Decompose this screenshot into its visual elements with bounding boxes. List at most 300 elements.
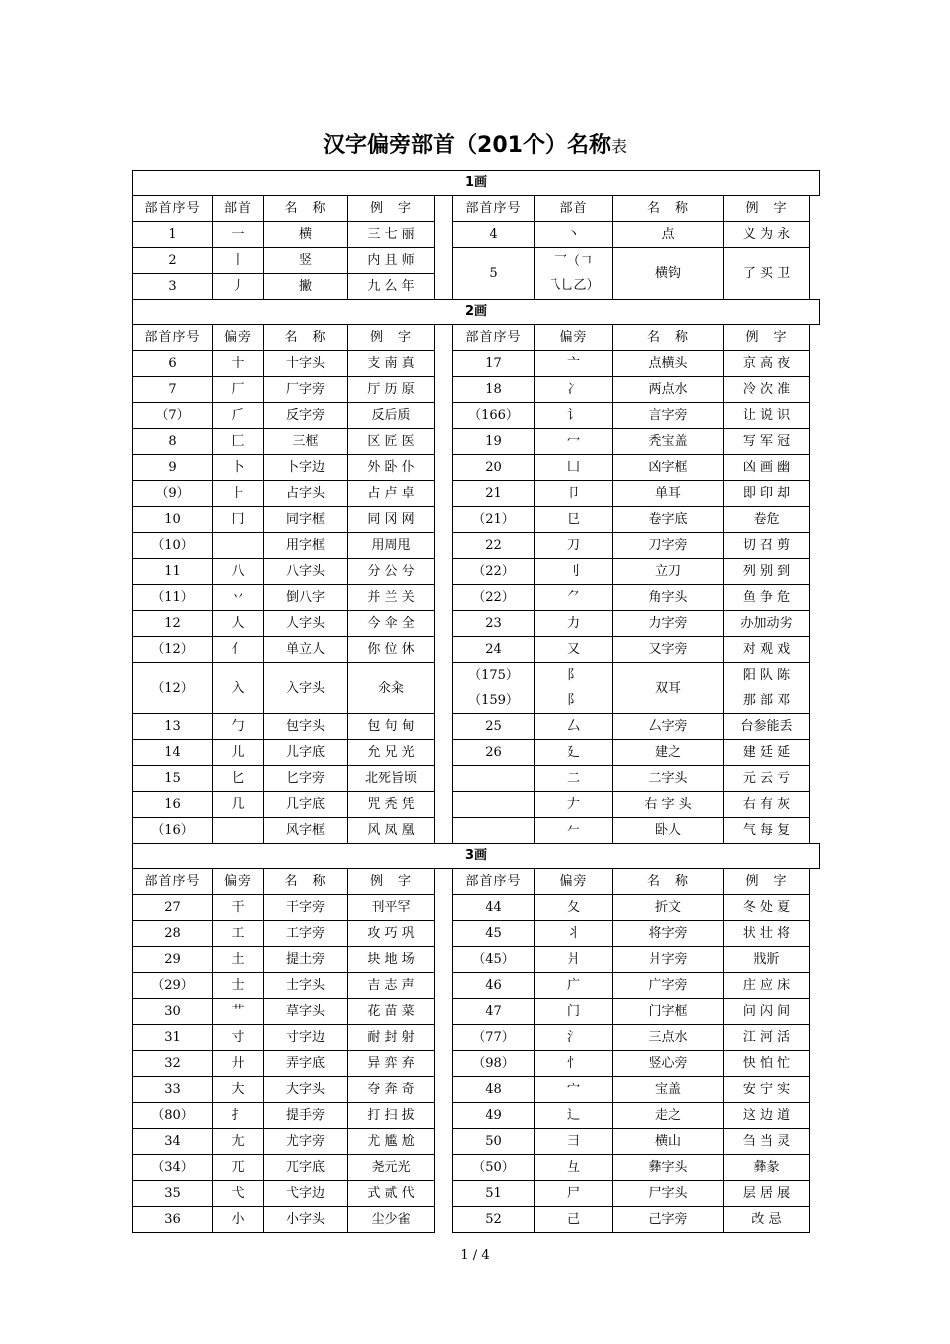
table-cell: （166） (453, 403, 535, 429)
column-header: 部首序号 (453, 325, 535, 351)
column-header: 名 称 (613, 869, 724, 895)
table-cell: 厂 (213, 377, 264, 403)
right-margin (810, 611, 820, 637)
table-row (133, 429, 820, 455)
column-header-row (133, 869, 820, 895)
table-cell: 辶 (535, 1103, 613, 1129)
table-cell: 11 (133, 559, 213, 585)
table-cell: 三点水 (613, 1025, 724, 1051)
column-gap (435, 999, 453, 1025)
table-cell: 刊平罕 (348, 895, 435, 921)
column-header: 名 称 (613, 196, 724, 222)
table-cell: 区 匠 医 (348, 429, 435, 455)
table-cell: 占 卢 卓 (348, 481, 435, 507)
table-cell: 风字框 (264, 818, 348, 844)
column-gap (435, 611, 453, 637)
table-row (133, 999, 820, 1025)
table-cell: 48 (453, 1077, 535, 1103)
column-gap (435, 481, 453, 507)
column-header: 偏旁 (535, 325, 613, 351)
table-cell: （10） (133, 533, 213, 559)
table-cell: 横钩 (613, 248, 724, 300)
table-cell: 用周甩 (348, 533, 435, 559)
table-cell: 立刀 (613, 559, 724, 585)
table-row (133, 533, 820, 559)
table-cell: 吉 志 声 (348, 973, 435, 999)
table-cell: 力 (535, 611, 613, 637)
column-gap (435, 403, 453, 429)
column-gap (435, 663, 453, 714)
table-cell: 卷危 (724, 507, 810, 533)
right-margin (810, 921, 820, 947)
table-cell: 29 (133, 947, 213, 973)
table-cell: 8 (133, 429, 213, 455)
table-cell: 彝彖 (724, 1155, 810, 1181)
column-gap (435, 1129, 453, 1155)
section-header: 2画 (133, 300, 820, 325)
table-row (133, 377, 820, 403)
table-cell: 彝字头 (613, 1155, 724, 1181)
column-header: 部首序号 (133, 869, 213, 895)
column-header: 例 字 (348, 196, 435, 222)
table-cell: 兀 (213, 1155, 264, 1181)
table-cell: 卜 (213, 455, 264, 481)
table-cell: 建之 (613, 740, 724, 766)
table-cell: 并 兰 关 (348, 585, 435, 611)
table-cell: 右 字 头 (613, 792, 724, 818)
table-cell: 34 (133, 1129, 213, 1155)
table-cell: 27 (133, 895, 213, 921)
right-margin (810, 766, 820, 792)
table-cell: 4 (453, 222, 535, 248)
table-cell: 提土旁 (264, 947, 348, 973)
right-margin (810, 533, 820, 559)
table-cell: 阝 (535, 663, 613, 689)
column-gap (435, 507, 453, 533)
page-title (0, 128, 950, 159)
table-cell: 三 七 丽 (348, 222, 435, 248)
table-cell: 3 (133, 274, 213, 300)
table-cell: 工 (213, 921, 264, 947)
table-cell: 47 (453, 999, 535, 1025)
right-margin (810, 1181, 820, 1207)
column-gap (435, 766, 453, 792)
section-header-row (133, 844, 820, 869)
table-cell: 尸字头 (613, 1181, 724, 1207)
table-row (133, 1181, 820, 1207)
table-cell: 京 高 夜 (724, 351, 810, 377)
column-header: 部首序号 (133, 196, 213, 222)
right-margin (810, 274, 820, 300)
table-row (133, 455, 820, 481)
column-gap (435, 1181, 453, 1207)
right-margin (810, 663, 820, 714)
table-cell: 丿 (213, 274, 264, 300)
table-cell: 丷 (213, 585, 264, 611)
table-cell: 双耳 (613, 663, 724, 714)
table-row (133, 792, 820, 818)
table-cell: ⺈ (535, 585, 613, 611)
table-cell: 八 (213, 559, 264, 585)
table-cell: 氽籴 (348, 663, 435, 714)
table-cell: （98） (453, 1051, 535, 1077)
table-cell: 20 (453, 455, 535, 481)
table-cell: 即 印 却 (724, 481, 810, 507)
table-cell: 气 每 复 (724, 818, 810, 844)
table-cell: 咒 秃 凭 (348, 792, 435, 818)
table-cell: 冖 (535, 429, 613, 455)
column-gap (435, 533, 453, 559)
right-margin (810, 248, 820, 274)
table-cell: 36 (133, 1207, 213, 1233)
table-cell: （12） (133, 637, 213, 663)
table-cell: 倒八字 (264, 585, 348, 611)
table-row (133, 611, 820, 637)
table-cell: 风 凤 凰 (348, 818, 435, 844)
table-cell: 26 (453, 740, 535, 766)
table-cell: 支 南 真 (348, 351, 435, 377)
column-header: 部首 (213, 196, 264, 222)
table-cell (453, 766, 535, 792)
table-cell: 讠 (535, 403, 613, 429)
right-margin (810, 222, 820, 248)
table-cell: 匕字旁 (264, 766, 348, 792)
table-cell: 忄 (535, 1051, 613, 1077)
column-gap (435, 921, 453, 947)
table-cell: 土 (213, 947, 264, 973)
table-cell: （45） (453, 947, 535, 973)
table-cell: 6 (133, 351, 213, 377)
table-cell: 宀 (535, 1077, 613, 1103)
table-cell: 十字头 (264, 351, 348, 377)
table-cell: 反字旁 (264, 403, 348, 429)
column-gap (435, 248, 453, 274)
table-cell: 46 (453, 973, 535, 999)
column-gap (435, 325, 453, 351)
table-cell: 异 弈 弃 (348, 1051, 435, 1077)
table-cell: 31 (133, 1025, 213, 1051)
table-cell: 廴 (535, 740, 613, 766)
radical-line: 乛（𠃍 (553, 253, 593, 269)
table-cell: 同字框 (264, 507, 348, 533)
table-row (133, 1129, 820, 1155)
table-cell: 点 (613, 222, 724, 248)
table-cell: 18 (453, 377, 535, 403)
table-cell: 𠂉 (535, 818, 613, 844)
radicals-table (132, 170, 820, 1233)
table-cell: 彐 (535, 1129, 613, 1155)
table-cell: 占字头 (264, 481, 348, 507)
column-gap (435, 947, 453, 973)
table-cell: 24 (453, 637, 535, 663)
table-cell: 竖 (264, 248, 348, 274)
right-margin (810, 481, 820, 507)
table-cell: 丬 (535, 921, 613, 947)
table-cell: 耐 封 射 (348, 1025, 435, 1051)
section-header: 3画 (133, 844, 820, 869)
table-cell: 刀 (535, 533, 613, 559)
table-row (133, 585, 820, 611)
table-cell: 㔾 (535, 507, 613, 533)
table-cell: 提手旁 (264, 1103, 348, 1129)
table-cell: 13 (133, 714, 213, 740)
table-cell: 你 位 休 (348, 637, 435, 663)
table-cell: 打 扫 拔 (348, 1103, 435, 1129)
right-margin (810, 999, 820, 1025)
table-cell: 门字框 (613, 999, 724, 1025)
table-cell: 28 (133, 921, 213, 947)
table-cell: 今 伞 全 (348, 611, 435, 637)
table-cell: （80） (133, 1103, 213, 1129)
table-cell: 弋 (213, 1181, 264, 1207)
column-gap (435, 895, 453, 921)
table-cell: 让 说 识 (724, 403, 810, 429)
table-cell: 台参能丢 (724, 714, 810, 740)
table-cell: 用字框 (264, 533, 348, 559)
right-margin (810, 1155, 820, 1181)
column-gap (435, 274, 453, 300)
table-cell: 𠂇 (535, 792, 613, 818)
table-cell (453, 818, 535, 844)
table-cell: 凵 (535, 455, 613, 481)
table-cell: 35 (133, 1181, 213, 1207)
table-row (133, 559, 820, 585)
column-header: 例 字 (724, 869, 810, 895)
table-row (133, 740, 820, 766)
table-cell (213, 818, 264, 844)
column-gap (435, 429, 453, 455)
table-cell: 几字底 (264, 792, 348, 818)
table-cell: 秃宝盖 (613, 429, 724, 455)
table-cell: ⺊ (213, 481, 264, 507)
right-margin (810, 1129, 820, 1155)
table-cell: 丨 (213, 248, 264, 274)
table-cell: 亠 (535, 351, 613, 377)
table-cell: 言字旁 (613, 403, 724, 429)
column-header: 例 字 (724, 325, 810, 351)
table-cell: 内 且 师 (348, 248, 435, 274)
table-row (133, 818, 820, 844)
table-row (133, 973, 820, 999)
table-cell: 大 (213, 1077, 264, 1103)
table-cell: 列 别 到 (724, 559, 810, 585)
right-margin (810, 325, 820, 351)
table-cell: 办加动劣 (724, 611, 810, 637)
table-cell (213, 533, 264, 559)
table-cell: 52 (453, 1207, 535, 1233)
table-cell: 十 (213, 351, 264, 377)
table-cell: 竖心旁 (613, 1051, 724, 1077)
table-cell: （22） (453, 559, 535, 585)
right-margin (810, 973, 820, 999)
column-header: 偏旁 (213, 325, 264, 351)
right-margin (810, 1051, 820, 1077)
column-header: 部首序号 (453, 196, 535, 222)
section-header-row (133, 171, 820, 196)
page-number: 1 / 4 (460, 1248, 490, 1263)
table-cell: 阳 队 陈 (724, 663, 810, 689)
table-cell: 16 (133, 792, 213, 818)
column-header: 例 字 (724, 196, 810, 222)
table-cell: 反后质 (348, 403, 435, 429)
table-cell: 冷 次 准 (724, 377, 810, 403)
right-margin (810, 637, 820, 663)
right-margin (810, 714, 820, 740)
column-gap (435, 585, 453, 611)
table-cell: 44 (453, 895, 535, 921)
table-cell: 写 军 冠 (724, 429, 810, 455)
table-cell: 庄 应 床 (724, 973, 810, 999)
column-header: 偏旁 (535, 869, 613, 895)
table-cell: （29） (133, 973, 213, 999)
table-cell: 攻 巧 巩 (348, 921, 435, 947)
table-cell: 层 居 展 (724, 1181, 810, 1207)
table-cell: 块 地 场 (348, 947, 435, 973)
column-gap (435, 973, 453, 999)
table-cell: （12） (133, 663, 213, 714)
right-margin (810, 895, 820, 921)
table-cell: 角字头 (613, 585, 724, 611)
table-cell: 同 冈 网 (348, 507, 435, 533)
table-cell: 卜字边 (264, 455, 348, 481)
table-cell: 大字头 (264, 1077, 348, 1103)
table-cell: 草字头 (264, 999, 348, 1025)
radical-cell (535, 248, 613, 300)
table-cell: 尧元光 (348, 1155, 435, 1181)
section-header: 1画 (133, 171, 820, 196)
table-cell: 入字头 (264, 663, 348, 714)
table-cell: 点横头 (613, 351, 724, 377)
table-cell: 夂 (535, 895, 613, 921)
table-cell: 走之 (613, 1103, 724, 1129)
right-margin (810, 1207, 820, 1233)
table-row (133, 222, 820, 248)
table-cell: 江 河 活 (724, 1025, 810, 1051)
table-cell: 夺 奔 奇 (348, 1077, 435, 1103)
column-header: 名 称 (613, 325, 724, 351)
right-margin (810, 559, 820, 585)
right-margin (810, 196, 820, 222)
table-cell: 冫 (535, 377, 613, 403)
table-cell: 又 (535, 637, 613, 663)
table-cell: 单立人 (264, 637, 348, 663)
column-gap (435, 196, 453, 222)
table-cell: 两点水 (613, 377, 724, 403)
table-cell: 彑 (535, 1155, 613, 1181)
table-cell: 爿字旁 (613, 947, 724, 973)
column-header-row (133, 196, 820, 222)
table-cell: 宝盖 (613, 1077, 724, 1103)
table-cell: 寸字边 (264, 1025, 348, 1051)
table-cell: 横山 (613, 1129, 724, 1155)
table-cell: 小 (213, 1207, 264, 1233)
table-cell: 兀字底 (264, 1155, 348, 1181)
right-margin (810, 455, 820, 481)
table-cell: 19 (453, 429, 535, 455)
table-cell: （11） (133, 585, 213, 611)
table-cell: 尢 (213, 1129, 264, 1155)
table-cell: 干字旁 (264, 895, 348, 921)
column-gap (435, 818, 453, 844)
column-gap (435, 1077, 453, 1103)
table-cell: 30 (133, 999, 213, 1025)
table-row (133, 1207, 820, 1233)
table-row (133, 507, 820, 533)
table-cell: 干 (213, 895, 264, 921)
table-cell: 安 宁 实 (724, 1077, 810, 1103)
table-cell: 二 (535, 766, 613, 792)
table-cell: 士 (213, 973, 264, 999)
table-row (133, 1103, 820, 1129)
table-row (133, 663, 820, 689)
column-header: 部首序号 (133, 325, 213, 351)
column-gap (435, 377, 453, 403)
column-gap (435, 740, 453, 766)
column-header: 名 称 (264, 325, 348, 351)
column-gap (435, 1051, 453, 1077)
table-cell: 10 (133, 507, 213, 533)
table-cell: 广 (535, 973, 613, 999)
table-cell: 一 (213, 222, 264, 248)
table-cell: 门 (535, 999, 613, 1025)
table-cell: 尤 尴 尬 (348, 1129, 435, 1155)
table-cell: 𠂆 (213, 403, 264, 429)
table-row (133, 714, 820, 740)
column-header: 部首序号 (453, 869, 535, 895)
table-cell: 右 有 灰 (724, 792, 810, 818)
table-cell: 廾 (213, 1051, 264, 1077)
radical-line: 乁乚乙） (547, 277, 600, 293)
table-cell: 匕 (213, 766, 264, 792)
table-row (133, 403, 820, 429)
table-cell: 凶 画 幽 (724, 455, 810, 481)
table-cell: 勹 (213, 714, 264, 740)
table-cell: 尸 (535, 1181, 613, 1207)
table-cell: （77） (453, 1025, 535, 1051)
column-header: 例 字 (348, 325, 435, 351)
table-row (133, 248, 820, 274)
table-cell: （21） (453, 507, 535, 533)
table-cell: 八字头 (264, 559, 348, 585)
table-cell: 2 (133, 248, 213, 274)
table-cell: 快 怕 忙 (724, 1051, 810, 1077)
table-cell: 允 兄 光 (348, 740, 435, 766)
table-cell: 刂 (535, 559, 613, 585)
table-cell: （34） (133, 1155, 213, 1181)
right-margin (810, 818, 820, 844)
column-gap (435, 455, 453, 481)
table-cell: 鱼 争 危 (724, 585, 810, 611)
table-cell: 单耳 (613, 481, 724, 507)
table-cell: 问 闪 间 (724, 999, 810, 1025)
column-header: 偏旁 (213, 869, 264, 895)
right-margin (810, 1077, 820, 1103)
section-header-row (133, 300, 820, 325)
column-gap (435, 351, 453, 377)
table-row (133, 921, 820, 947)
table-row (133, 766, 820, 792)
table-cell: 50 (453, 1129, 535, 1155)
table-cell: （7） (133, 403, 213, 429)
table-cell: 这 边 道 (724, 1103, 810, 1129)
column-gap (435, 559, 453, 585)
table-cell: 义 为 永 (724, 222, 810, 248)
right-margin (810, 1025, 820, 1051)
right-margin (810, 947, 820, 973)
table-cell: 弄字底 (264, 1051, 348, 1077)
column-gap (435, 1207, 453, 1233)
table-row (133, 481, 820, 507)
